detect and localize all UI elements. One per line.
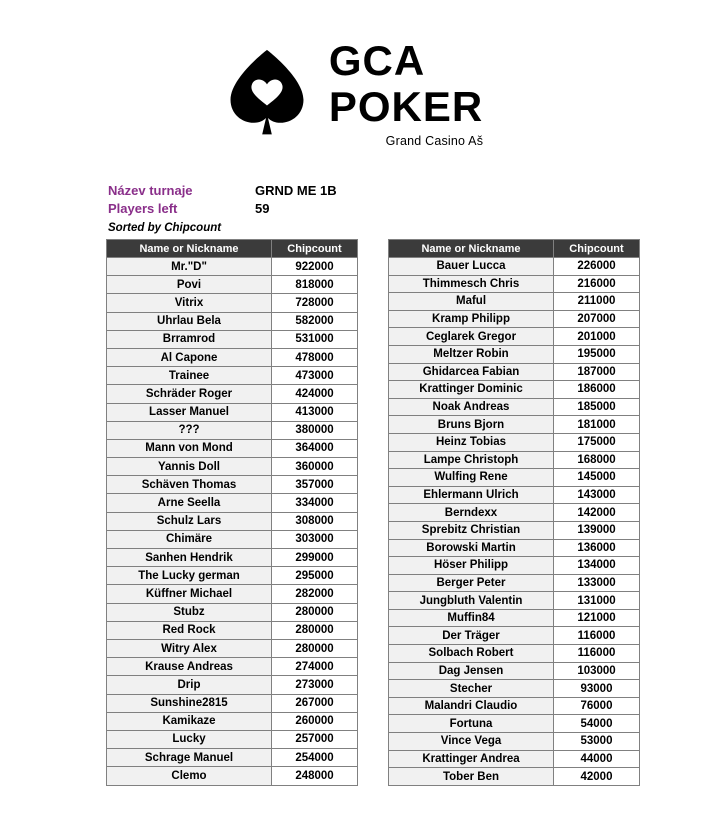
player-name-cell: Yannis Doll	[107, 458, 272, 476]
player-name-cell: ???	[107, 421, 272, 439]
player-chipcount-cell: 728000	[272, 294, 358, 312]
table-row	[389, 574, 640, 592]
players-left-label: Players left	[108, 201, 178, 216]
player-name-cell: Lucky	[107, 730, 272, 748]
table-row	[107, 712, 358, 730]
player-chipcount-cell: 582000	[272, 312, 358, 330]
player-name-cell: Drip	[107, 676, 272, 694]
table-row	[107, 694, 358, 712]
player-chipcount-cell: 357000	[272, 476, 358, 494]
table-row	[389, 469, 640, 487]
player-chipcount-cell: 116000	[554, 627, 640, 645]
table-row	[107, 385, 358, 403]
table-row	[107, 749, 358, 767]
table-row	[389, 275, 640, 293]
player-name-cell: Berger Peter	[389, 574, 554, 592]
player-name-cell: Krattinger Andrea	[389, 750, 554, 768]
table-row	[389, 715, 640, 733]
player-name-cell: Lampe Christoph	[389, 451, 554, 469]
player-name-cell: Tober Ben	[389, 768, 554, 786]
player-name-cell: Uhrlau Bela	[107, 312, 272, 330]
player-name-cell: Krause Andreas	[107, 658, 272, 676]
player-chipcount-cell: 303000	[272, 530, 358, 548]
table-row	[107, 276, 358, 294]
table-row	[389, 416, 640, 434]
player-name-cell: Red Rock	[107, 621, 272, 639]
table-row	[389, 539, 640, 557]
logo-line-poker: POKER	[328, 83, 484, 130]
player-chipcount-cell: 280000	[272, 603, 358, 621]
player-name-cell: Sanhen Hendrik	[107, 549, 272, 567]
players-left-row	[108, 201, 528, 219]
chipcount-tables	[106, 239, 646, 786]
table-row	[389, 609, 640, 627]
player-name-cell: Ghidarcea Fabian	[389, 363, 554, 381]
table-row	[389, 627, 640, 645]
player-name-cell: Solbach Robert	[389, 645, 554, 663]
column-header-name: Name or Nickname	[107, 240, 272, 258]
player-name-cell: Brramrod	[107, 330, 272, 348]
spade-heart-icon	[219, 46, 315, 142]
table-row	[389, 398, 640, 416]
table-row	[389, 486, 640, 504]
player-name-cell: Noak Andreas	[389, 398, 554, 416]
player-name-cell: The Lucky german	[107, 567, 272, 585]
player-chipcount-cell: 254000	[272, 749, 358, 767]
table-row	[107, 458, 358, 476]
player-chipcount-cell: 142000	[554, 504, 640, 522]
player-chipcount-cell: 116000	[554, 645, 640, 663]
table-row	[107, 348, 358, 366]
player-chipcount-cell: 44000	[554, 750, 640, 768]
table-row	[107, 639, 358, 657]
player-chipcount-cell: 168000	[554, 451, 640, 469]
player-name-cell: Muffin84	[389, 609, 554, 627]
player-chipcount-cell: 308000	[272, 512, 358, 530]
table-row	[107, 585, 358, 603]
column-header-chipcount: Chipcount	[554, 240, 640, 258]
table-row	[107, 294, 358, 312]
table-header-row	[389, 240, 640, 258]
table-row	[107, 658, 358, 676]
table-row	[107, 439, 358, 457]
table-row	[389, 381, 640, 399]
player-chipcount-cell: 145000	[554, 469, 640, 487]
player-name-cell: Jungbluth Valentin	[389, 592, 554, 610]
table-row	[389, 662, 640, 680]
tournament-name-value: GRND ME 1B	[255, 183, 337, 198]
player-chipcount-cell: 531000	[272, 330, 358, 348]
table-row	[107, 530, 358, 548]
player-name-cell: Thimmesch Chris	[389, 275, 554, 293]
player-name-cell: Stubz	[107, 603, 272, 621]
player-chipcount-cell: 380000	[272, 421, 358, 439]
tournament-name-label: Název turnaje	[108, 183, 193, 198]
player-name-cell: Schräder Roger	[107, 385, 272, 403]
player-name-cell: Der Träger	[389, 627, 554, 645]
player-name-cell: Bauer Lucca	[389, 258, 554, 276]
table-row	[107, 367, 358, 385]
player-name-cell: Höser Philipp	[389, 557, 554, 575]
player-chipcount-cell: 121000	[554, 609, 640, 627]
player-name-cell: Fortuna	[389, 715, 554, 733]
player-chipcount-cell: 131000	[554, 592, 640, 610]
player-chipcount-cell: 103000	[554, 662, 640, 680]
table-row	[107, 476, 358, 494]
table-row	[389, 293, 640, 311]
logo-line-gca: GCA	[328, 37, 426, 84]
table-row	[107, 258, 358, 276]
player-name-cell: Sprebitz Christian	[389, 521, 554, 539]
player-name-cell: Arne Seella	[107, 494, 272, 512]
player-chipcount-cell: 473000	[272, 367, 358, 385]
player-chipcount-cell: 53000	[554, 733, 640, 751]
player-chipcount-cell: 93000	[554, 680, 640, 698]
logo-subtitle: Grand Casino Aš	[385, 134, 484, 148]
table-row	[107, 603, 358, 621]
player-name-cell: Küffner Michael	[107, 585, 272, 603]
table-row	[389, 645, 640, 663]
player-name-cell: Dag Jensen	[389, 662, 554, 680]
table-row	[389, 680, 640, 698]
table-row	[389, 451, 640, 469]
sorted-by-note: Sorted by Chipcount	[108, 222, 222, 234]
chipcount-table-right	[388, 239, 640, 786]
player-name-cell: Witry Alex	[107, 639, 272, 657]
table-row	[389, 328, 640, 346]
column-header-chipcount: Chipcount	[272, 240, 358, 258]
player-chipcount-cell: 334000	[272, 494, 358, 512]
player-chipcount-cell: 42000	[554, 768, 640, 786]
player-chipcount-cell: 282000	[272, 585, 358, 603]
player-chipcount-cell: 364000	[272, 439, 358, 457]
player-chipcount-cell: 260000	[272, 712, 358, 730]
player-name-cell: Al Capone	[107, 348, 272, 366]
player-chipcount-cell: 54000	[554, 715, 640, 733]
player-chipcount-cell: 175000	[554, 433, 640, 451]
player-name-cell: Mann von Mond	[107, 439, 272, 457]
player-name-cell: Kamikaze	[107, 712, 272, 730]
player-chipcount-cell: 187000	[554, 363, 640, 381]
table-row	[389, 363, 640, 381]
table-row	[389, 310, 640, 328]
player-name-cell: Schulz Lars	[107, 512, 272, 530]
player-chipcount-cell: 295000	[272, 567, 358, 585]
player-name-cell: Stecher	[389, 680, 554, 698]
player-chipcount-cell: 274000	[272, 658, 358, 676]
table-row	[389, 433, 640, 451]
table-row	[107, 567, 358, 585]
player-name-cell: Trainee	[107, 367, 272, 385]
player-chipcount-cell: 195000	[554, 345, 640, 363]
player-chipcount-cell: 280000	[272, 639, 358, 657]
player-name-cell: Chimäre	[107, 530, 272, 548]
player-chipcount-cell: 248000	[272, 767, 358, 786]
player-chipcount-cell: 133000	[554, 574, 640, 592]
player-chipcount-cell: 226000	[554, 258, 640, 276]
player-name-cell: Heinz Tobias	[389, 433, 554, 451]
table-row	[107, 312, 358, 330]
player-chipcount-cell: 299000	[272, 549, 358, 567]
player-chipcount-cell: 413000	[272, 403, 358, 421]
player-name-cell: Mr."D"	[107, 258, 272, 276]
player-chipcount-cell: 211000	[554, 293, 640, 311]
player-name-cell: Maful	[389, 293, 554, 311]
column-header-name: Name or Nickname	[389, 240, 554, 258]
table-row	[107, 767, 358, 786]
table-row	[389, 750, 640, 768]
table-row	[107, 621, 358, 639]
player-name-cell: Lasser Manuel	[107, 403, 272, 421]
table-row	[389, 557, 640, 575]
table-row	[389, 592, 640, 610]
player-chipcount-cell: 201000	[554, 328, 640, 346]
player-chipcount-cell: 257000	[272, 730, 358, 748]
player-chipcount-cell: 922000	[272, 258, 358, 276]
player-chipcount-cell: 216000	[554, 275, 640, 293]
player-chipcount-cell: 143000	[554, 486, 640, 504]
chipcount-table-left	[106, 239, 358, 786]
player-name-cell: Povi	[107, 276, 272, 294]
player-chipcount-cell: 273000	[272, 676, 358, 694]
player-chipcount-cell: 478000	[272, 348, 358, 366]
player-chipcount-cell: 76000	[554, 697, 640, 715]
table-row	[107, 676, 358, 694]
table-header-row	[107, 240, 358, 258]
table-row	[389, 258, 640, 276]
player-name-cell: Wulfing Rene	[389, 469, 554, 487]
player-name-cell: Clemo	[107, 767, 272, 786]
player-name-cell: Ceglarek Gregor	[389, 328, 554, 346]
player-name-cell: Schrage Manuel	[107, 749, 272, 767]
player-chipcount-cell: 207000	[554, 310, 640, 328]
player-chipcount-cell: 360000	[272, 458, 358, 476]
table-row	[389, 521, 640, 539]
player-chipcount-cell: 818000	[272, 276, 358, 294]
player-name-cell: Vince Vega	[389, 733, 554, 751]
table-row	[107, 494, 358, 512]
player-name-cell: Kramp Philipp	[389, 310, 554, 328]
player-name-cell: Ehlermann Ulrich	[389, 486, 554, 504]
player-name-cell: Malandri Claudio	[389, 697, 554, 715]
player-chipcount-cell: 267000	[272, 694, 358, 712]
player-chipcount-cell: 139000	[554, 521, 640, 539]
player-chipcount-cell: 185000	[554, 398, 640, 416]
player-chipcount-cell: 181000	[554, 416, 640, 434]
tournament-name-row	[108, 183, 528, 201]
table-row	[389, 504, 640, 522]
table-row	[107, 549, 358, 567]
players-left-value: 59	[255, 201, 270, 216]
table-row	[107, 512, 358, 530]
table-row	[107, 730, 358, 748]
player-name-cell: Schäven Thomas	[107, 476, 272, 494]
player-name-cell: Vitrix	[107, 294, 272, 312]
player-chipcount-cell: 280000	[272, 621, 358, 639]
table-row	[389, 345, 640, 363]
table-row	[107, 421, 358, 439]
player-chipcount-cell: 186000	[554, 381, 640, 399]
table-body-left	[107, 258, 358, 786]
tournament-info	[108, 183, 528, 234]
table-row	[389, 768, 640, 786]
player-chipcount-cell: 136000	[554, 539, 640, 557]
table-row	[107, 403, 358, 421]
player-name-cell: Berndexx	[389, 504, 554, 522]
player-chipcount-cell: 134000	[554, 557, 640, 575]
player-name-cell: Borowski Martin	[389, 539, 554, 557]
player-name-cell: Bruns Bjorn	[389, 416, 554, 434]
player-chipcount-cell: 424000	[272, 385, 358, 403]
brand-logo	[0, 37, 702, 148]
table-row	[107, 330, 358, 348]
player-name-cell: Sunshine2815	[107, 694, 272, 712]
player-name-cell: Krattinger Dominic	[389, 381, 554, 399]
table-body-right	[389, 258, 640, 786]
table-row	[389, 733, 640, 751]
player-name-cell: Meltzer Robin	[389, 345, 554, 363]
table-row	[389, 697, 640, 715]
